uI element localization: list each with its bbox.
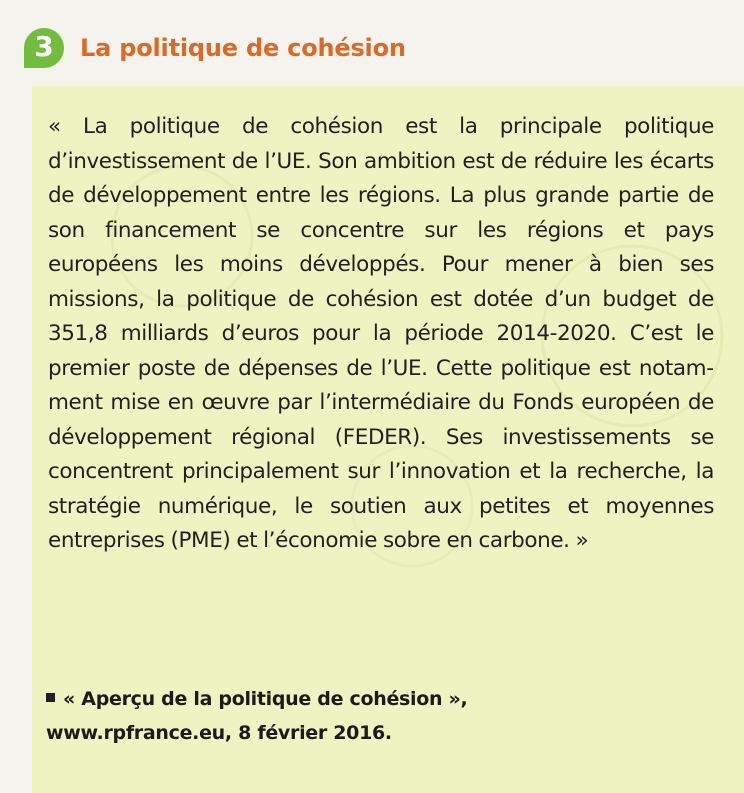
section-title: La politique de cohésion	[80, 34, 406, 62]
source-url: www.rpfrance.eu, 8 février 2016.	[46, 722, 392, 744]
section-number-badge: 3	[24, 28, 64, 68]
source-citation	[46, 682, 706, 750]
section-header	[24, 26, 406, 70]
source-title: « Aperçu de la politique de cohésion »,	[63, 688, 468, 710]
source-title-line	[46, 682, 706, 716]
quote-text: « La politique de cohésion est la principale politique d’investissement de l’UE. Son ambition est de réduire les écarts de développement entre les régions. La plus grande partie de son financement se concentre sur les régions et pays européens les moins développés. Pour mener à bien ses missions, la politique de cohésion est dotée d’un budget de 351,8 milliards d’euros pour la période 2014-2020. C’est le premier poste de dépenses de l’UE. Cette politique est notamment mise en œuvre par l’intermédiaire du Fonds européen de développement régional (FEDER). Ses investissements se concentrent principalement sur l’innovation et la recherche, la stratégie numérique, le soutien aux petites et moyennes entreprises (PME) et l’économie sobre en carbone. »	[48, 114, 714, 553]
bullet-icon	[46, 693, 55, 702]
document-box	[32, 86, 744, 793]
